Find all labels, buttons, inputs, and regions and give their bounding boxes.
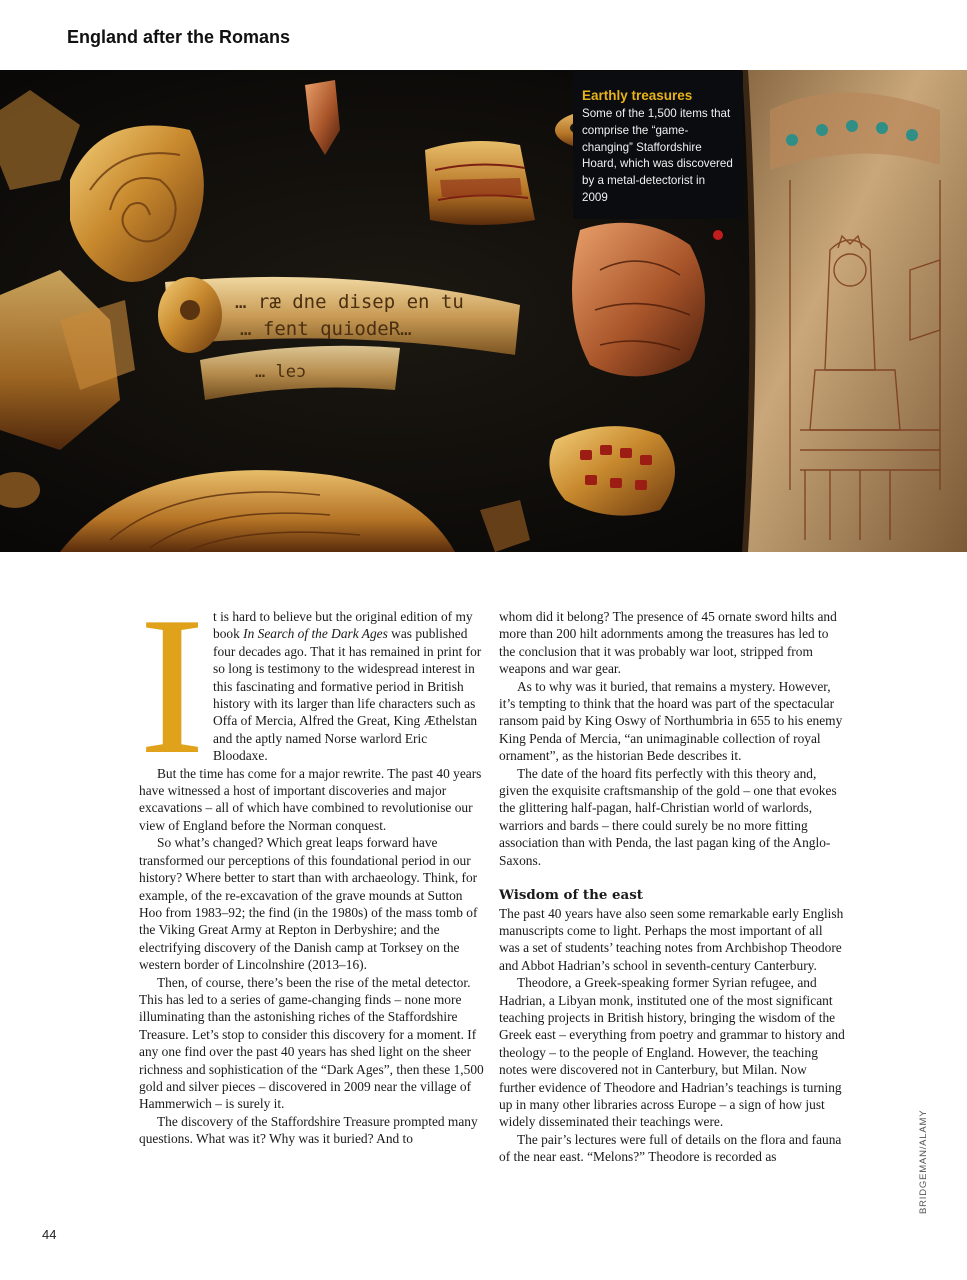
- paragraph: The pair’s lectures were full of details on the flora and fauna of the near east. “Melons?” Theodore is recorded as: [499, 1131, 842, 1165]
- paragraph: Then, of course, there’s been the rise of the metal detector. This has led to a series of game-changing finds – none more illuminating than the astonishing riches of the Staffordshire Treasure. Let’s stop to consider this discovery for a moment. If any one find over the past 40 years has shed light on the sheer richness and sophistication of the “Dark Ages”, then these 1,500 gold and silver pieces – discovered in 2009 near the village of Hammerwich – is surely it.: [139, 974, 484, 1112]
- paragraph: So what’s changed? Which great leaps forward have transformed our perceptions of this foundational period in our history? Where better to start than with archaeology. Think, for example, of the re-excavation of the grave mounds at Sutton Hoo from 1983–92; the find (in the 1980s) of the mass tomb of the Viking Great Army at Repton in Derbyshire; and the electrifying discovery of the Danish camp at Torksey on the western border of Lincolnshire (2013–16).: [139, 835, 478, 973]
- inscription-line-2: … fent quiodeR…: [240, 318, 412, 340]
- paragraph: The date of the hoard fits perfectly with this theory and, given the exquisite craftsmanship of the gold – one that evokes the glittering half-pagan, half-Christian world of warlords, warriors and bards – there could surely be no more fitting association than with Penda, the last pagan king of the Anglo-Saxons.: [499, 765, 837, 868]
- inscription-line-3: … leɔ: [255, 362, 307, 382]
- paragraph: whom did it belong? The presence of 45 ornate sword hilts and more than 200 hilt adornments among the treasures has led to the conclusion that it was probably war loot, stripped from weapons and war gear.: [499, 609, 837, 677]
- paragraph-text: was published four decades ago. That it has remained in print for so long is testimony to the widespread interest in this fascinating and formative period in British history with its larger than life characters such as Offa of Mercia, Alfred the Great, King Æthelstan and the aptly named Norse warlord Eric Bloodaxe.: [213, 626, 482, 764]
- paragraph: As to why was it buried, that remains a mystery. However, it’s tempting to think that the hoard was part of the spectacular ransom paid by King Oswy of Northumbria in 655 to his enemy King Penda of Mercia, “an unimaginable collection of royal ornament”, as the historian Bede describes it.: [499, 678, 843, 764]
- photo-caption-box: [573, 71, 743, 219]
- book-title: In Search of the Dark Ages: [243, 626, 388, 642]
- hero-photo: [0, 70, 967, 552]
- hoard-photo-illustration: [0, 70, 967, 552]
- drop-cap: I: [139, 576, 205, 795]
- paragraph: The discovery of the Staffordshire Treasure prompted many questions. What was it? Why was it buried? And to: [139, 1113, 478, 1147]
- paragraph-text: t is hard to believe but the original edition of my book: [213, 609, 473, 642]
- garnet-ring: [425, 141, 535, 225]
- caption-text: Some of the 1,500 items that comprise the “game-changing” Staffordshire Hoard, which was discovered by a metal-detectorist in 2009: [582, 107, 733, 204]
- page-number: 44: [42, 1227, 57, 1242]
- paragraph: Theodore, a Greek-speaking former Syrian refugee, and Hadrian, a Libyan monk, instituted one of the most significant teaching projects in British history, bringing the wisdom of the Greek east – everything from poetry and grammar to history and theology – to the people of England. However, the teaching notes were discovered not in Canterbury, but Milan. Now further evidence of Theodore and Hadrian’s teachings is turning up in many other libraries across Europe – a sign of how just widely disseminated their teachings were.: [499, 975, 845, 1130]
- paragraph: The past 40 years have also seen some remarkable early English manuscripts come to light. Perhaps the most important of all was a set of students’ teaching notes from Archbishop Theodore and Abbot Hadrian’s school in seventh-century Canterbury.: [499, 905, 844, 973]
- inscription-line-1: … ræ dne disep en tu: [235, 291, 464, 313]
- subheading: Wisdom of the east: [499, 887, 643, 904]
- caption-title: Earthly treasures: [582, 88, 693, 103]
- article-column-left: [139, 576, 485, 1148]
- photo-credit: BRIDGEMAN/ALAMY: [918, 1109, 929, 1214]
- section-title: England after the Romans: [67, 27, 291, 47]
- paragraph: But the time has come for a major rewrite. The past 40 years have witnessed a host of important discoveries and major excavations – all of which have combined to revolutionise our view of England before the Norman conquest.: [139, 765, 482, 833]
- manuscript-page: [745, 70, 967, 552]
- article-column-right: [499, 608, 845, 1166]
